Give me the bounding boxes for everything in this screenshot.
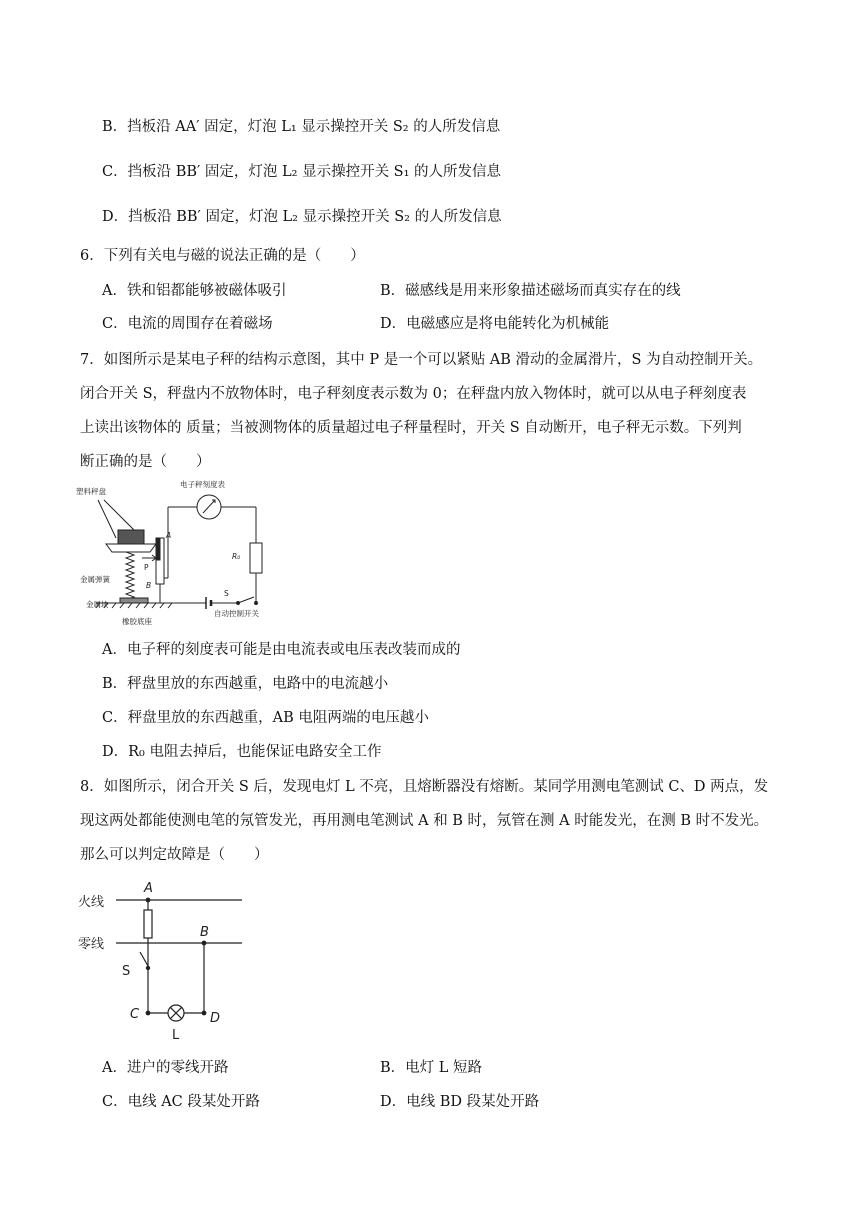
q8-label-c: C <box>130 1007 140 1022</box>
q7-label-r0: R₀ <box>232 552 241 561</box>
q6-option-c: C．电流的周围存在着磁场 <box>102 316 273 332</box>
q7-label-b: B <box>146 581 152 590</box>
q8-label-s: S <box>122 964 131 979</box>
q7-stem-line: 闭合开关 S，秤盘内不放物体时，电子秤刻度表示数为 0；在秤盘内放入物体时，就可以从电子秤刻度表 <box>80 386 747 402</box>
q7-label-metal-spring: 金属弹簧 <box>80 575 110 584</box>
q7-option-c: C．秤盘里放的东西越重，AB 电阻两端的电压越小 <box>102 710 429 726</box>
q8-option-a: A．进户的零线开路 <box>102 1060 229 1076</box>
q8-label-live-wire: 火线 <box>78 895 105 910</box>
q7-stem-line: 断正确的是（ ） <box>80 454 211 470</box>
q7-option-a: A．电子秤的刻度表可能是由电流表或电压表改装而成的 <box>102 642 461 658</box>
q8-stem-line: 8．如图所示，闭合开关 S 后，发现电灯 L 不亮，且熔断器没有熔断。某同学用测电笔测试 C、D 两点，发 <box>80 779 769 795</box>
q5-option-b: B．挡板沿 AA′ 固定，灯泡 L₁ 显示操控开关 S₂ 的人所发信息 <box>102 119 501 135</box>
q8-circuit-diagram <box>76 876 256 1043</box>
q8-label-d: D <box>210 1011 221 1026</box>
q7-option-d: D．R₀ 电阻去掉后，也能保证电路安全工作 <box>102 744 382 760</box>
q7-label-p: P <box>144 563 149 572</box>
q6-option-a: A．铁和铝都能够被磁体吸引 <box>102 283 287 299</box>
q7-label-auto-switch: 自动控制开关 <box>214 609 259 618</box>
q7-option-b: B．秤盘里放的东西越重，电路中的电流越小 <box>102 676 389 692</box>
q7-label-rubber-base: 橡胶底座 <box>122 617 152 626</box>
q7-stem-line: 7．如图所示是某电子秤的结构示意图，其中 P 是一个可以紧贴 AB 滑动的金属滑片，S 为自动控制开关。 <box>80 352 763 368</box>
q8-option-c: C．电线 AC 段某处开路 <box>102 1094 260 1110</box>
q8-option-d: D．电线 BD 段某处开路 <box>380 1094 540 1110</box>
q7-label-s: S <box>224 589 229 598</box>
q5-option-d: D．挡板沿 BB′ 固定，灯泡 L₂ 显示操控开关 S₂ 的人所发信息 <box>102 209 502 225</box>
q7-label-metal-block: 金属块 <box>86 600 109 609</box>
q8-stem-line: 现这两处都能使测电笔的氖管发光，再用测电笔测试 A 和 B 时，氖管在测 A 时能发光，在测 B 时不发光。 <box>80 813 769 829</box>
q7-label-a: A <box>166 531 172 540</box>
q7-label-scale-meter: 电子秤刻度表 <box>180 480 225 489</box>
q8-stem <box>80 770 786 872</box>
q8-label-neutral-wire: 零线 <box>78 937 105 952</box>
q6-stem: 6．下列有关电与磁的说法正确的是（ ） <box>80 248 365 264</box>
q8-label-a: A <box>144 881 153 896</box>
q7-scale-diagram <box>76 478 286 628</box>
q7-stem <box>80 343 786 479</box>
q5-option-c: C．挡板沿 BB′ 固定，灯泡 L₂ 显示操控开关 S₁ 的人所发信息 <box>102 164 502 180</box>
q7-label-plastic-tray: 塑料秤盘 <box>76 487 106 496</box>
q7-stem-line: 上读出该物体的 质量；当被测物体的质量超过电子秤量程时，开关 S 自动断开，电子秤无示数。下列判 <box>80 420 742 436</box>
q6-option-d: D．电磁感应是将电能转化为机械能 <box>380 316 610 332</box>
q8-label-b: B <box>200 925 209 940</box>
q8-label-l: L <box>172 1028 180 1043</box>
q6-option-b: B．磁感线是用来形象描述磁场而真实存在的线 <box>380 283 681 299</box>
q8-stem-line: 那么可以判定故障是（ ） <box>80 847 269 863</box>
q8-option-b: B．电灯 L 短路 <box>380 1060 483 1076</box>
